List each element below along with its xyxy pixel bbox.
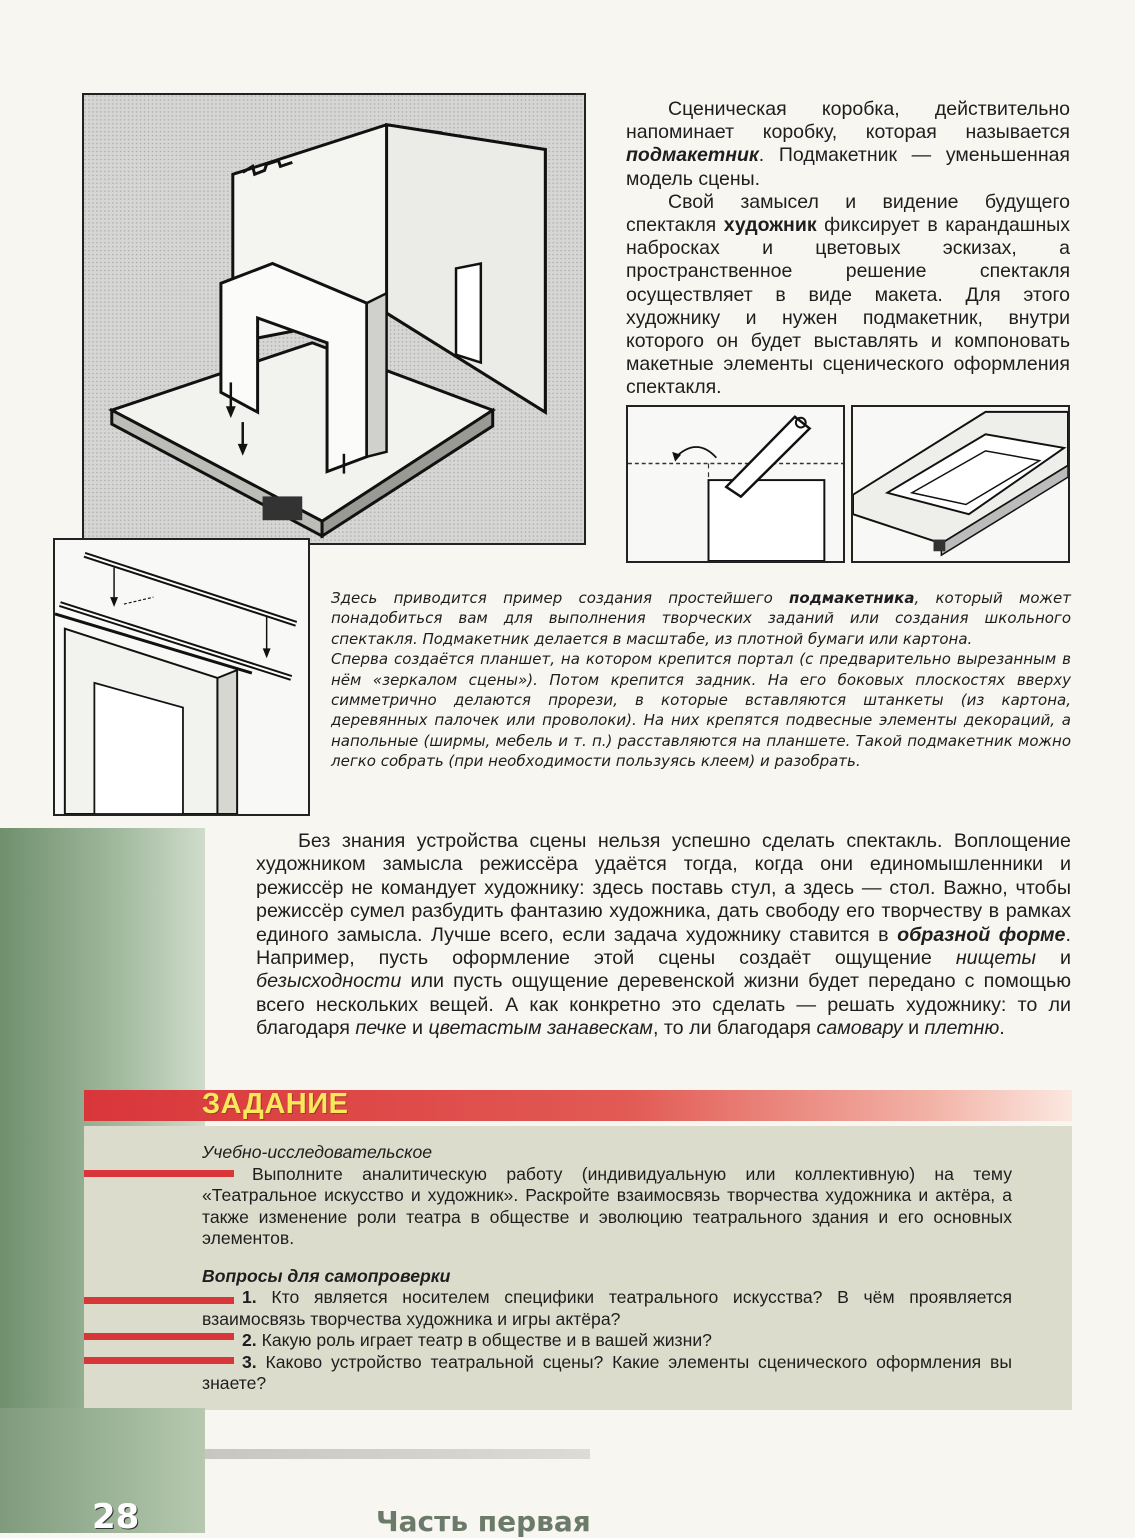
caption-paragraph-1: Здесь приводится пример создания простейшего подмакетника, который может понадобиться вам для выполнения творческих заданий или создания школьного спектакля. Подмакетник делается в масштабе, из плотной бумаги или картона. <box>331 589 1071 648</box>
intro-text <box>626 98 1070 400</box>
backdrop-with-rods-drawing <box>53 538 310 816</box>
task-content <box>202 1142 1012 1395</box>
stage-box-sketch <box>82 93 586 545</box>
caption-paragraph-2: Сперва создаётся планшет, на котором крепится портал (с предварительно вырезанным в нём «зеркалом сцены»). Потом крепится задник. На его боковых плоскостях вверху симметрично делаются прорези, в которые вставляются штанкеты (из картона, деревянных палочек или проволоки). На них крепятся подвесные элементы декораций, а напольные (ширмы, мебель и т. п.) расставляются на планшете. Такой подмакетник можно легко собрать (при необходимости пользуясь клеем) и разобрать. <box>331 650 1071 771</box>
task-header-title: ЗАДАНИЕ <box>202 1088 349 1120</box>
intro-paragraph-2: Свой замысел и видение будущего спектакля художник фиксирует в карандашных набросках и цветовых эскизах, а пространственное решение спектакля осуществляет в виде макета. Для этого художнику и нужен подмакетник, внутри которого он будет выставлять и компоновать макетные элементы сценического оформления спектакля. <box>626 190 1070 399</box>
section-title: Часть первая <box>376 1505 591 1538</box>
questions-title: Вопросы для самопроверки <box>202 1265 451 1286</box>
task-subtitle: Учебно-исследовательское <box>202 1142 433 1162</box>
footer-rule <box>205 1449 590 1459</box>
question-item-3: 3. Каково устройство театральной сцены? Какие элементы сценического оформления вы знаете? <box>202 1351 1012 1393</box>
page-number: 28 <box>92 1497 140 1537</box>
main-text: Без знания устройства сцены нельзя успешно сделать спектакль. Воплощение художником замысла режиссёра удаётся тогда, когда они единомышленники и режиссёр не командует художнику: здесь поставь стул, а здесь — стол. Важно, чтобы режиссёр сумел разбудить фантазию художника, дать свободу его творчеству в рамках единого замысла. Лучше всего, если задача художнику ставится в образной форме. Например, пусть оформление этой сцены создаёт ощущение нищеты и безысходности или пусть ощущение деревенской жизни будет передано с помощью всего нескольких вещей. А как конкретно это сделать — решать художнику: то ли благодаря печке и цветастым занавескам, то ли благодаря самовару и плетню. <box>256 830 1071 1040</box>
stage-board-drawing <box>851 405 1070 563</box>
task-text: Выполните аналитическую работу (индивидуальную или коллективную) на тему «Театральное искусство и художник». Раскройте взаимосвязь творчества художника и актёра, а также изменение роли театра в обществе и эволюцию театрального здания и его основных элементов. <box>202 1163 1012 1248</box>
hinge-detail-drawing <box>626 405 845 563</box>
figure-caption <box>331 588 1071 772</box>
question-item-2: 2. Какую роль играет театр в обществе и в вашей жизни? <box>242 1330 712 1350</box>
question-item-1: 1. Кто является носителем специфики театрального искусства? В чём проявляется взаимосвязь творчества художника и игры актёра? <box>202 1287 1012 1329</box>
intro-paragraph-1: Сценическая коробка, действительно напоминает коробку, которая называется подмакетник. Подмакетник — уменьшенная модель сцены. <box>626 98 1070 190</box>
